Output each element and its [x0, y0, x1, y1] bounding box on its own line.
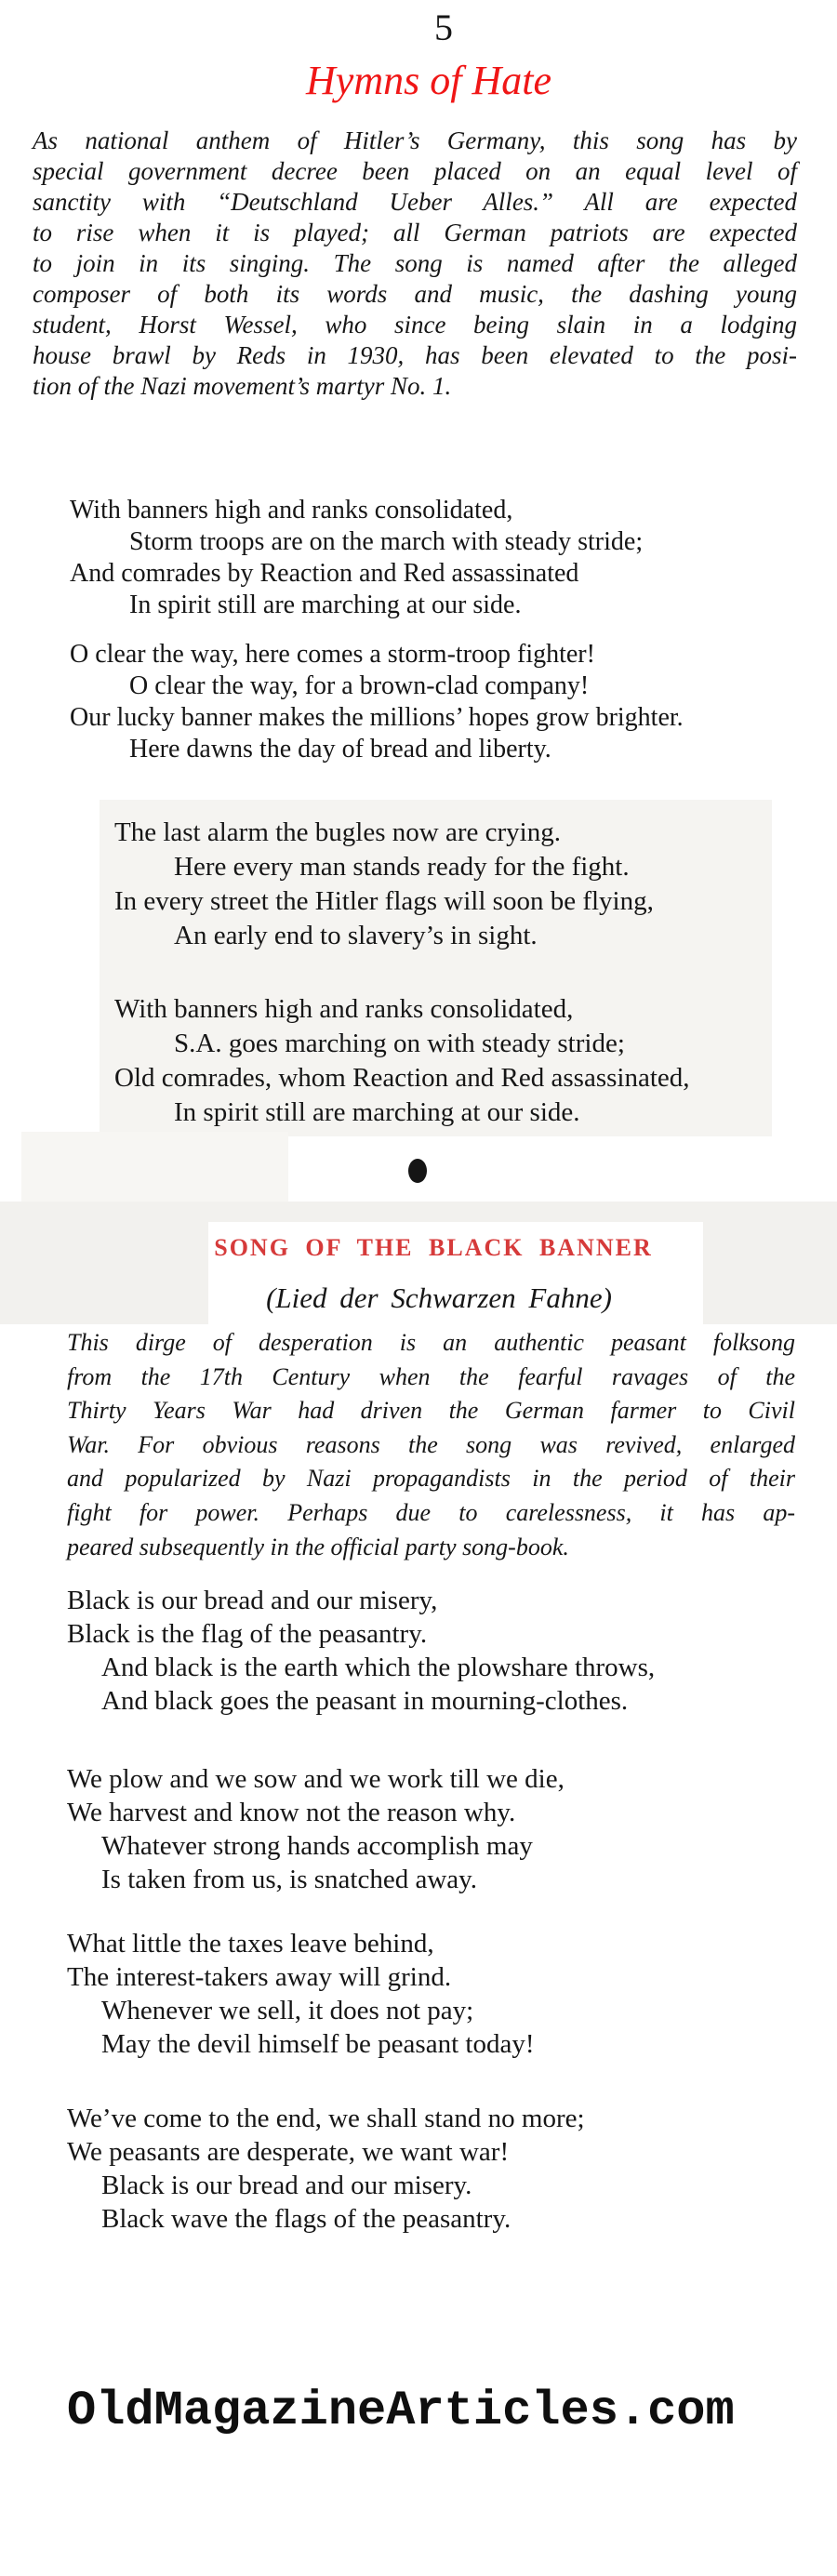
paragraph-line: special government decree been placed on an equal level of: [33, 157, 797, 185]
stanza-line: Whenever we sell, it does not pay;: [101, 1996, 474, 2025]
peasant-stanza-3: [67, 1927, 534, 2061]
intro-paragraph-2: [67, 1326, 795, 1564]
stanza-line: And comrades by Reaction and Red assassinated: [70, 559, 579, 588]
paragraph-line: house brawl by Reds in 1930, has been elevated to the posi-: [33, 341, 797, 369]
poem-stanza-1: [70, 495, 643, 621]
paragraph-line: This dirge of desperation is an authentic peasant folksong: [67, 1329, 795, 1356]
paragraph-line: As national anthem of Hitler’s Germany, this song has by: [33, 126, 797, 154]
stanza-line: In every street the Hitler flags will soon be flying,: [114, 886, 654, 916]
stanza-line: In spirit still are marching at our side.: [174, 1097, 580, 1127]
stanza-line: Black is our bread and our misery.: [101, 2171, 472, 2200]
peasant-stanza-4: [67, 2102, 585, 2236]
paragraph-line: Thirty Years War had driven the German farmer to Civil: [67, 1397, 795, 1425]
stanza-line: Storm troops are on the march with steady stride;: [129, 527, 644, 556]
paragraph-line: to rise when it is played; all German patriots are expected: [33, 219, 797, 246]
stanza-line: We’ve come to the end, we shall stand no more;: [67, 2104, 585, 2133]
poem-stanza-2: [70, 639, 684, 765]
stanza-line: Our lucky banner makes the millions’ hopes grow brighter.: [70, 703, 684, 732]
stanza-line: The interest-takers away will grind.: [67, 1962, 452, 1992]
stanza-line: Is taken from us, is snatched away.: [101, 1865, 478, 1894]
paragraph-line: fight for power. Perhaps due to carelessness, it has ap-: [67, 1498, 795, 1526]
stanza-line: S.A. goes marching on with steady stride;: [174, 1029, 625, 1058]
paragraph-line: and popularized by Nazi propagandists in the period of their: [67, 1465, 795, 1493]
intro-paragraph-1: [33, 126, 797, 402]
separator-dot: [408, 1159, 427, 1183]
stanza-line: What little the taxes leave behind,: [67, 1929, 434, 1959]
footer-logo: OldMagazineArticles.com: [67, 2383, 735, 2438]
stanza-line: And black is the earth which the plowshare throws,: [101, 1653, 656, 1682]
paragraph-line: from the 17th Century when the fearful ravages of the: [67, 1362, 795, 1390]
stanza-line: O clear the way, for a brown-clad company!: [129, 671, 590, 700]
poem-stanza-4: [114, 992, 690, 1130]
stanza-line: Black is our bread and our misery,: [67, 1586, 438, 1615]
stanza-line: Black wave the flags of the peasantry.: [101, 2204, 512, 2234]
stanza-line: O clear the way, here comes a storm-troop fighter!: [70, 640, 595, 669]
section-subheading: (Lied der Schwarzen Fahne): [266, 1281, 612, 1314]
stanza-line: May the devil himself be peasant today!: [101, 2029, 535, 2059]
stanza-line: Black is the flag of the peasantry.: [67, 1619, 428, 1649]
stanza-line: Here dawns the day of bread and liberty.: [129, 735, 551, 764]
stanza-line: Whatever strong hands accomplish may: [101, 1831, 533, 1861]
stanza-line: Here every man stands ready for the fight.: [174, 852, 630, 882]
page-number: 5: [434, 7, 453, 48]
stanza-line: We peasants are desperate, we want war!: [67, 2137, 510, 2167]
stanza-line: The last alarm the bugles now are crying.: [114, 817, 561, 847]
stanza-line: We plow and we sow and we work till we die,: [67, 1764, 565, 1794]
poem-stanza-3: [114, 816, 654, 953]
stanza-line: And black goes the peasant in mourning-clothes.: [101, 1686, 629, 1716]
paragraph-line: tion of the Nazi movement’s martyr No. 1.: [33, 372, 452, 400]
paragraph-line: student, Horst Wessel, who since being slain in a lodging: [33, 311, 797, 339]
section-heading: SONG OF THE BLACK BANNER: [214, 1234, 653, 1261]
peasant-stanza-2: [67, 1762, 565, 1896]
paragraph-line: composer of both its words and music, the dashing young: [33, 280, 797, 308]
stanza-line: In spirit still are marching at our side.: [129, 591, 522, 619]
stanza-line: With banners high and ranks consolidated,: [114, 994, 574, 1024]
paragraph-line: peared subsequently in the official party song-book.: [67, 1533, 569, 1560]
paragraph-line: to join in its singing. The song is named after the alleged: [33, 249, 797, 277]
stanza-line: We harvest and know not the reason why.: [67, 1798, 516, 1827]
stanza-line: Old comrades, whom Reaction and Red assassinated,: [114, 1063, 690, 1093]
scan-shade-patch: [21, 1132, 288, 1206]
paragraph-line: sanctity with “Deutschland Ueber Alles.” All are expected: [33, 188, 797, 216]
stanza-line: An early end to slavery’s in sight.: [174, 921, 538, 950]
article-title: Hymns of Hate: [306, 58, 551, 103]
peasant-stanza-1: [67, 1584, 655, 1718]
stanza-line: With banners high and ranks consolidated,: [70, 496, 513, 524]
paragraph-line: War. For obvious reasons the song was revived, enlarged: [67, 1430, 795, 1458]
